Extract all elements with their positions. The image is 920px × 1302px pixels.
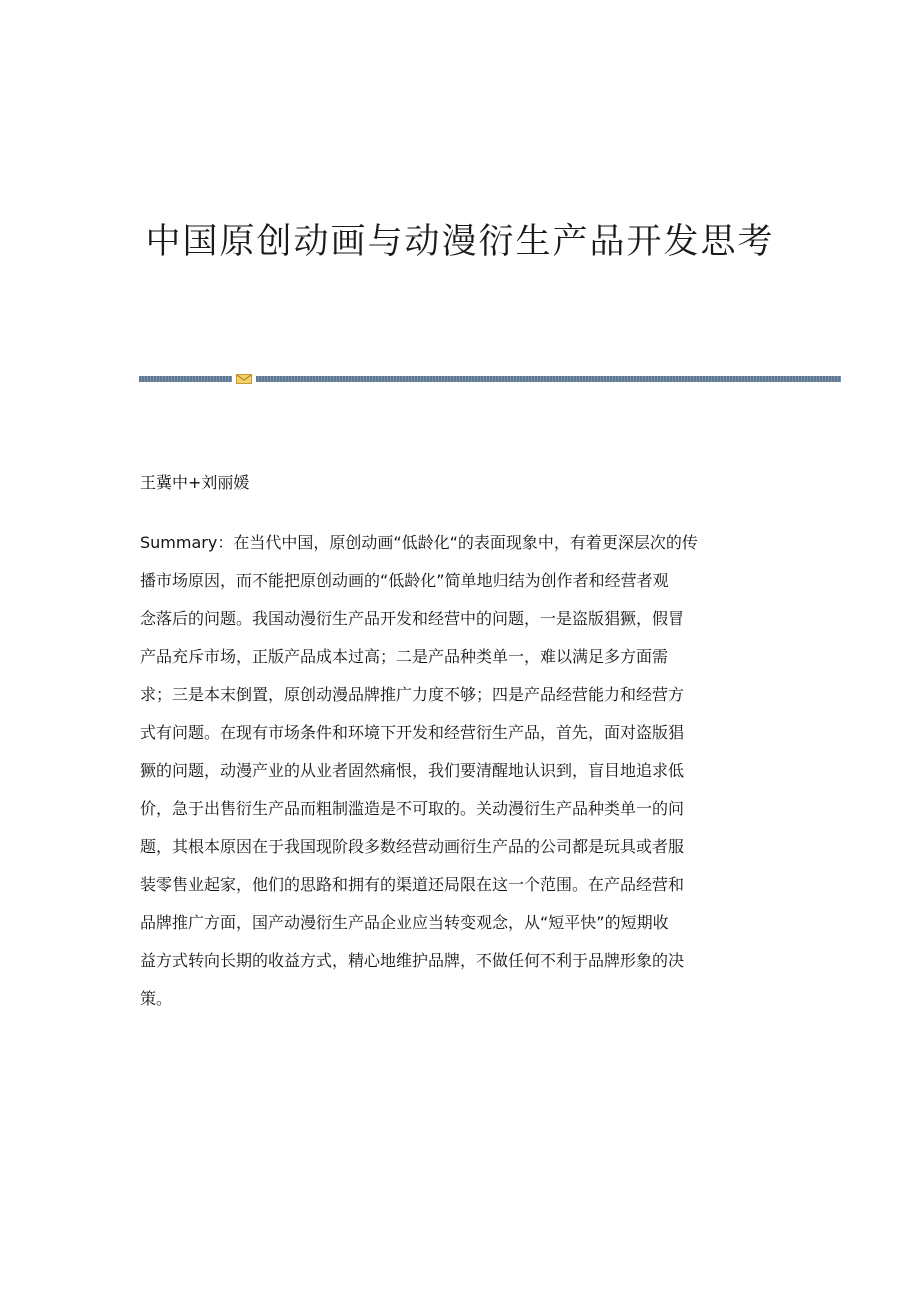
summary-line: 播市场原因，而不能把原创动画的“低龄化”简单地归结为创作者和经营者观 [140, 571, 669, 590]
summary-line: 题，其根本原因在于我国现阶段多数经营动画衍生产品的公司都是玩具或者服 [140, 837, 685, 856]
summary-line: 獗的问题，动漫产业的从业者固然痛恨，我们要清醒地认识到，盲目地追求低 [140, 761, 685, 780]
author-line: 王冀中+刘丽媛 [140, 473, 250, 492]
title-divider [139, 374, 841, 384]
summary-line: 产品充斥市场，正版产品成本过高；二是产品种类单一，难以满足多方面需 [140, 647, 669, 666]
summary-line: 求；三是本末倒置，原创动漫品牌推广力度不够；四是产品经营能力和经营方 [140, 685, 685, 704]
divider-bar-right [256, 376, 841, 382]
summary-line: 式有问题。在现有市场条件和环境下开发和经营衍生产品，首先，面对盗版猖 [140, 723, 685, 742]
summary-line: 品牌推广方面，国产动漫衍生产品企业应当转变观念，从“短平快”的短期收 [140, 913, 669, 932]
document-title: 中国原创动画与动漫衍生产品开发思考 [145, 222, 775, 262]
summary-line: 装零售业起家，他们的思路和拥有的渠道还局限在这一个范围。在产品经营和 [140, 875, 685, 894]
summary-line: 价，急于出售衍生产品而粗制滥造是不可取的。关动漫衍生产品种类单一的问 [140, 799, 685, 818]
summary-line: 念落后的问题。我国动漫衍生产品开发和经营中的问题，一是盗版猖獗，假冒 [140, 609, 685, 628]
divider-bar-left [139, 376, 232, 382]
summary-line: 策。 [140, 989, 173, 1008]
summary-line: Summary：在当代中国，原创动画“低龄化“的表面现象中，有着更深层次的传 [140, 533, 698, 552]
summary-paragraph [140, 524, 780, 1018]
summary-line: 益方式转向长期的收益方式，精心地维护品牌，不做任何不利于品牌形象的决 [140, 951, 685, 970]
envelope-icon [236, 374, 252, 384]
